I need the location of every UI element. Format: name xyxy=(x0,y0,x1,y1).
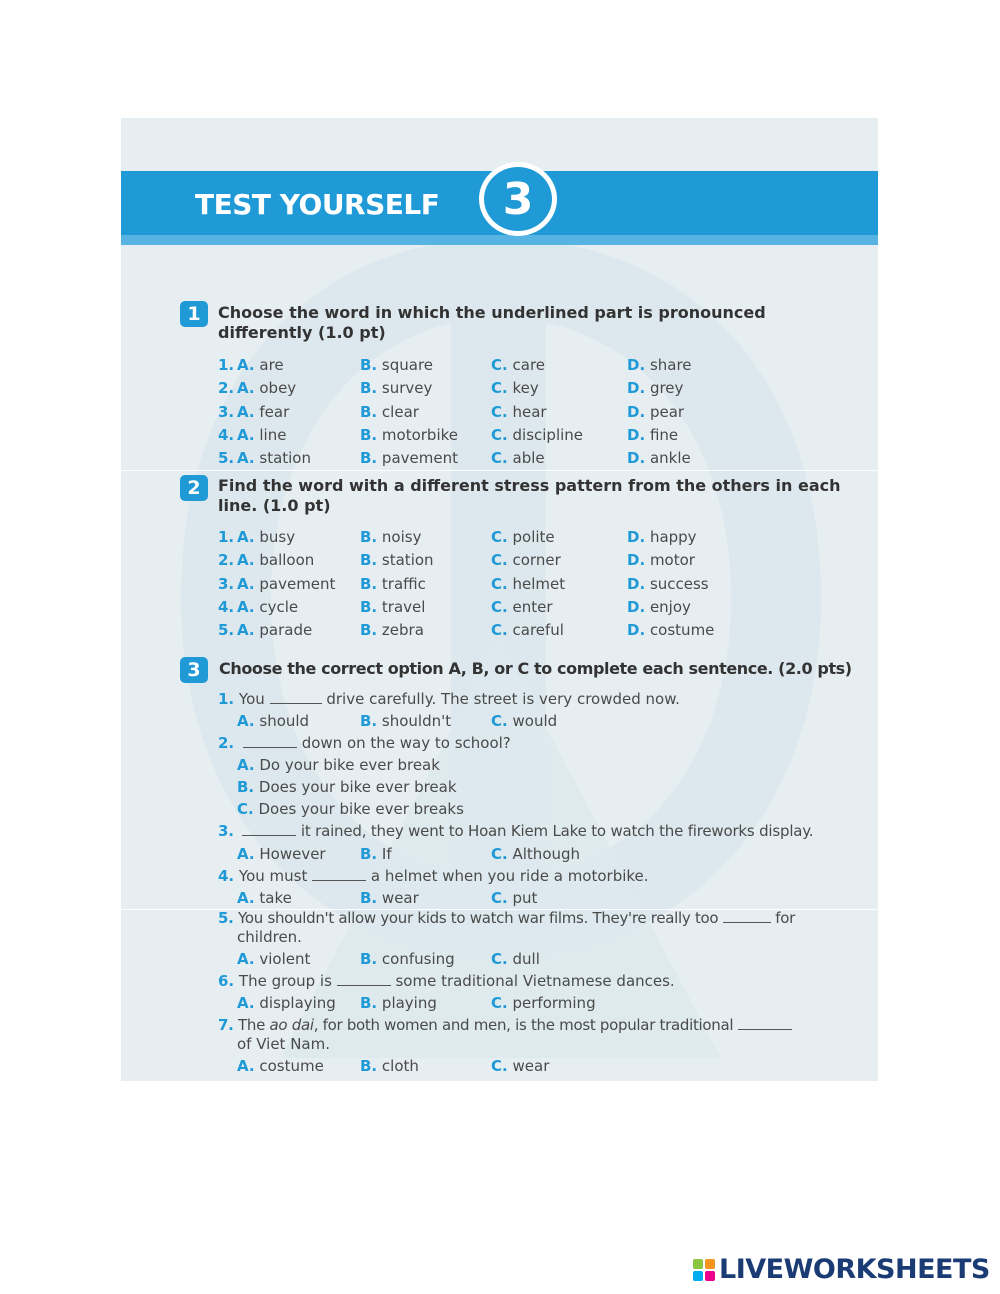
section-1-row xyxy=(121,448,878,468)
question-5-option-c[interactable]: C. dull xyxy=(491,950,540,968)
section-1-title-line2: differently (1.0 pt) xyxy=(218,323,386,342)
question-5: 5. You shouldn't allow your kids to watch war films. They're really too for xyxy=(218,909,795,927)
question-3: 3. it rained, they went to Hoan Kiem Lake to watch the fireworks display. xyxy=(218,822,814,840)
option-word: zebra xyxy=(381,621,424,640)
question-5-option-b[interactable]: B. confusing xyxy=(360,950,455,968)
section-2-row xyxy=(121,527,878,547)
option-word: fine xyxy=(649,425,679,444)
option-letter: C. xyxy=(491,449,508,468)
option-letter: B. xyxy=(360,597,378,616)
option-word: ankle xyxy=(649,449,691,468)
option-letter: A. xyxy=(237,449,255,468)
section-2-badge: 2 xyxy=(180,475,208,501)
question-6-option-c[interactable]: C. performing xyxy=(491,994,596,1012)
logo-square xyxy=(705,1271,715,1281)
option-a[interactable] xyxy=(237,597,298,617)
option-letter: B. xyxy=(360,356,378,374)
section-1-row xyxy=(121,402,878,422)
option-word: careful xyxy=(512,621,564,640)
page-title: TEST YOURSELF xyxy=(195,188,440,221)
option-word: survey xyxy=(381,379,433,398)
option-word: obey xyxy=(259,379,297,398)
option-a[interactable] xyxy=(237,527,295,547)
section-2-row xyxy=(121,550,878,570)
option-word: enjoy xyxy=(649,597,691,616)
option-word: pavement xyxy=(381,449,458,468)
option-word: key xyxy=(512,379,539,398)
option-b[interactable] xyxy=(360,425,458,445)
title-banner-stripe xyxy=(121,235,878,245)
option-letter: D. xyxy=(627,402,646,421)
option-letter: D. xyxy=(627,528,646,546)
section-2-title-line1: Find the word with a different stress pattern from the others in each xyxy=(218,476,841,495)
option-word: station xyxy=(381,551,434,570)
option-letter: B. xyxy=(360,551,378,570)
section-3-badge: 3 xyxy=(180,657,208,683)
option-letter: A. xyxy=(237,379,255,398)
option-letter: B. xyxy=(360,528,378,546)
option-letter: D. xyxy=(627,621,646,640)
item-number: 1. xyxy=(218,356,235,374)
option-word: helmet xyxy=(512,574,566,593)
section-1-badge: 1 xyxy=(180,301,208,327)
worksheet-page xyxy=(121,118,878,1081)
question-6-option-a[interactable]: A. displaying xyxy=(237,994,336,1012)
option-b[interactable] xyxy=(360,527,421,547)
question-2-option-b[interactable]: B. Does your bike ever break xyxy=(237,778,457,796)
option-letter: C. xyxy=(491,621,508,640)
option-word: motor xyxy=(649,551,695,570)
item-number: 3. xyxy=(218,574,235,593)
option-word: hear xyxy=(512,402,547,421)
question-7-option-a[interactable]: A. costume xyxy=(237,1057,324,1075)
option-d[interactable] xyxy=(627,550,695,570)
option-word: line xyxy=(259,425,287,444)
question-2-option-a[interactable]: A. Do your bike ever break xyxy=(237,756,440,774)
option-b[interactable] xyxy=(360,620,424,640)
option-word: busy xyxy=(259,528,296,546)
option-letter: D. xyxy=(627,574,646,593)
option-b[interactable] xyxy=(360,574,426,594)
logo-square xyxy=(693,1259,703,1269)
option-letter: C. xyxy=(491,425,508,444)
section-3-title: Choose the correct option A, B, or C to complete each sentence. (2.0 pts) xyxy=(219,659,852,678)
option-d[interactable] xyxy=(627,448,691,468)
option-letter: D. xyxy=(627,425,646,444)
logo-square xyxy=(693,1271,703,1281)
scan-seam xyxy=(121,470,878,471)
option-c[interactable] xyxy=(491,550,561,570)
option-word: fear xyxy=(259,402,290,421)
question-7-line2: of Viet Nam. xyxy=(237,1035,330,1053)
option-d[interactable] xyxy=(627,620,714,640)
option-letter: A. xyxy=(237,621,255,640)
option-word: happy xyxy=(649,528,697,546)
option-d[interactable] xyxy=(627,574,709,594)
item-number: 4. xyxy=(218,597,235,616)
question-4-option-a[interactable]: A. take xyxy=(237,889,292,907)
question-7: 7. The ao dai, for both women and men, is the most popular traditional xyxy=(218,1015,792,1035)
option-b[interactable] xyxy=(360,550,434,570)
option-letter: D. xyxy=(627,449,646,468)
option-c[interactable] xyxy=(491,620,564,640)
answer-blank xyxy=(337,973,391,986)
option-a[interactable] xyxy=(237,550,314,570)
option-word: motorbike xyxy=(381,425,459,444)
question-6: 6. The group is some traditional Vietnamese dances. xyxy=(218,972,675,990)
question-1-option-b[interactable]: B. shouldn't xyxy=(360,712,452,730)
option-word: station xyxy=(259,449,311,468)
option-letter: D. xyxy=(627,597,646,616)
item-number: 5. xyxy=(218,449,235,468)
option-c[interactable] xyxy=(491,597,553,617)
option-letter: A. xyxy=(237,528,255,546)
question-1-option-a[interactable]: A. should xyxy=(237,712,310,730)
option-c[interactable] xyxy=(491,355,545,375)
question-5-option-a[interactable]: A. violent xyxy=(237,950,311,968)
option-letter: C. xyxy=(491,551,508,570)
option-word: travel xyxy=(381,597,426,616)
item-number: 1. xyxy=(218,528,235,546)
option-word: able xyxy=(512,449,545,468)
option-letter: C. xyxy=(491,402,508,421)
option-letter: D. xyxy=(627,551,646,570)
option-word: care xyxy=(512,356,546,374)
option-letter: B. xyxy=(360,379,378,398)
option-d[interactable] xyxy=(627,597,691,617)
liveworksheets-logo xyxy=(693,1254,990,1285)
option-word: success xyxy=(649,574,709,593)
option-letter: A. xyxy=(237,574,255,593)
question-1-option-c[interactable]: C. would xyxy=(491,712,558,730)
question-5-line2: children. xyxy=(237,928,302,946)
question-3-option-c[interactable]: C. Although xyxy=(491,845,581,863)
option-letter: B. xyxy=(360,425,378,444)
question-4-option-c[interactable]: C. put xyxy=(491,889,538,907)
question-7-option-b[interactable]: B. cloth xyxy=(360,1057,419,1075)
item-number: 2. xyxy=(218,551,235,570)
option-word: parade xyxy=(259,621,313,640)
option-c[interactable] xyxy=(491,574,565,594)
option-word: cycle xyxy=(259,597,299,616)
item-number: 4. xyxy=(218,425,235,444)
option-word: enter xyxy=(512,597,553,616)
option-letter: B. xyxy=(360,574,378,593)
option-word: share xyxy=(649,356,692,374)
answer-blank xyxy=(270,691,322,704)
answer-blank xyxy=(242,823,296,836)
logo-mark-icon xyxy=(693,1259,715,1281)
option-a[interactable] xyxy=(237,448,311,468)
item-number: 3. xyxy=(218,402,235,421)
option-word: costume xyxy=(649,621,715,640)
option-letter: C. xyxy=(491,379,508,398)
option-word: grey xyxy=(649,379,684,398)
section-1-title-line1: Choose the word in which the underlined part is pronounced xyxy=(218,303,766,322)
section-2-row xyxy=(121,574,878,594)
option-a[interactable] xyxy=(237,620,312,640)
option-letter: B. xyxy=(360,449,378,468)
section-2-title-line2: line. (1.0 pt) xyxy=(218,496,331,515)
section-2-row xyxy=(121,597,878,617)
answer-blank xyxy=(243,735,297,748)
test-number: 3 xyxy=(502,173,534,225)
option-letter: C. xyxy=(491,356,508,374)
logo-square xyxy=(705,1259,715,1269)
section-2-row xyxy=(121,620,878,640)
option-d[interactable] xyxy=(627,378,683,398)
option-a[interactable] xyxy=(237,402,289,422)
option-letter: B. xyxy=(360,621,378,640)
option-a[interactable] xyxy=(237,355,284,375)
option-word: clear xyxy=(381,402,419,421)
option-b[interactable] xyxy=(360,597,425,617)
option-word: polite xyxy=(512,528,555,546)
option-word: noisy xyxy=(381,528,422,546)
option-letter: A. xyxy=(237,402,255,421)
option-c[interactable] xyxy=(491,425,583,445)
option-letter: A. xyxy=(237,356,255,374)
option-b[interactable] xyxy=(360,448,458,468)
option-letter: C. xyxy=(491,528,508,546)
answer-blank xyxy=(723,910,771,923)
question-1: 1. You drive carefully. The street is very crowded now. xyxy=(218,690,680,708)
option-b[interactable] xyxy=(360,378,432,398)
section-1-row xyxy=(121,378,878,398)
section-1-row xyxy=(121,355,878,375)
option-word: traffic xyxy=(381,574,426,593)
option-b[interactable] xyxy=(360,355,433,375)
option-d[interactable] xyxy=(627,527,697,547)
option-word: square xyxy=(381,356,434,374)
option-d[interactable] xyxy=(627,402,684,422)
logo-text: LIVEWORKSHEETS xyxy=(719,1254,990,1285)
option-letter: B. xyxy=(360,402,378,421)
option-letter: C. xyxy=(491,574,508,593)
option-a[interactable] xyxy=(237,574,335,594)
section-1-row xyxy=(121,425,878,445)
option-letter: C. xyxy=(491,597,508,616)
question-4-option-b[interactable]: B. wear xyxy=(360,889,419,907)
option-b[interactable] xyxy=(360,402,419,422)
item-number: 5. xyxy=(218,621,235,640)
answer-blank xyxy=(312,868,366,881)
option-word: discipline xyxy=(512,425,584,444)
question-6-option-b[interactable]: B. playing xyxy=(360,994,437,1012)
option-c[interactable] xyxy=(491,402,547,422)
option-c[interactable] xyxy=(491,378,539,398)
question-4: 4. You must a helmet when you ride a motorbike. xyxy=(218,867,649,885)
option-d[interactable] xyxy=(627,425,678,445)
option-word: pear xyxy=(649,402,685,421)
item-number: 2. xyxy=(218,379,235,398)
option-d[interactable] xyxy=(627,355,692,375)
option-letter: D. xyxy=(627,379,646,398)
option-c[interactable] xyxy=(491,448,545,468)
question-2-option-c[interactable]: C. Does your bike ever breaks xyxy=(237,800,464,818)
option-word: corner xyxy=(512,551,561,570)
question-3-option-b[interactable]: B. If xyxy=(360,845,392,863)
question-2: 2. down on the way to school? xyxy=(218,734,511,752)
option-word: balloon xyxy=(259,551,315,570)
option-letter: A. xyxy=(237,597,255,616)
question-3-option-a[interactable]: A. However xyxy=(237,845,326,863)
question-7-option-c[interactable]: C. wear xyxy=(491,1057,550,1075)
option-word: pavement xyxy=(259,574,336,593)
option-letter: A. xyxy=(237,425,255,444)
option-letter: A. xyxy=(237,551,255,570)
option-word: are xyxy=(259,356,284,374)
option-c[interactable] xyxy=(491,527,555,547)
option-a[interactable] xyxy=(237,378,296,398)
answer-blank xyxy=(738,1017,792,1030)
option-a[interactable] xyxy=(237,425,286,445)
option-letter: D. xyxy=(627,356,646,374)
